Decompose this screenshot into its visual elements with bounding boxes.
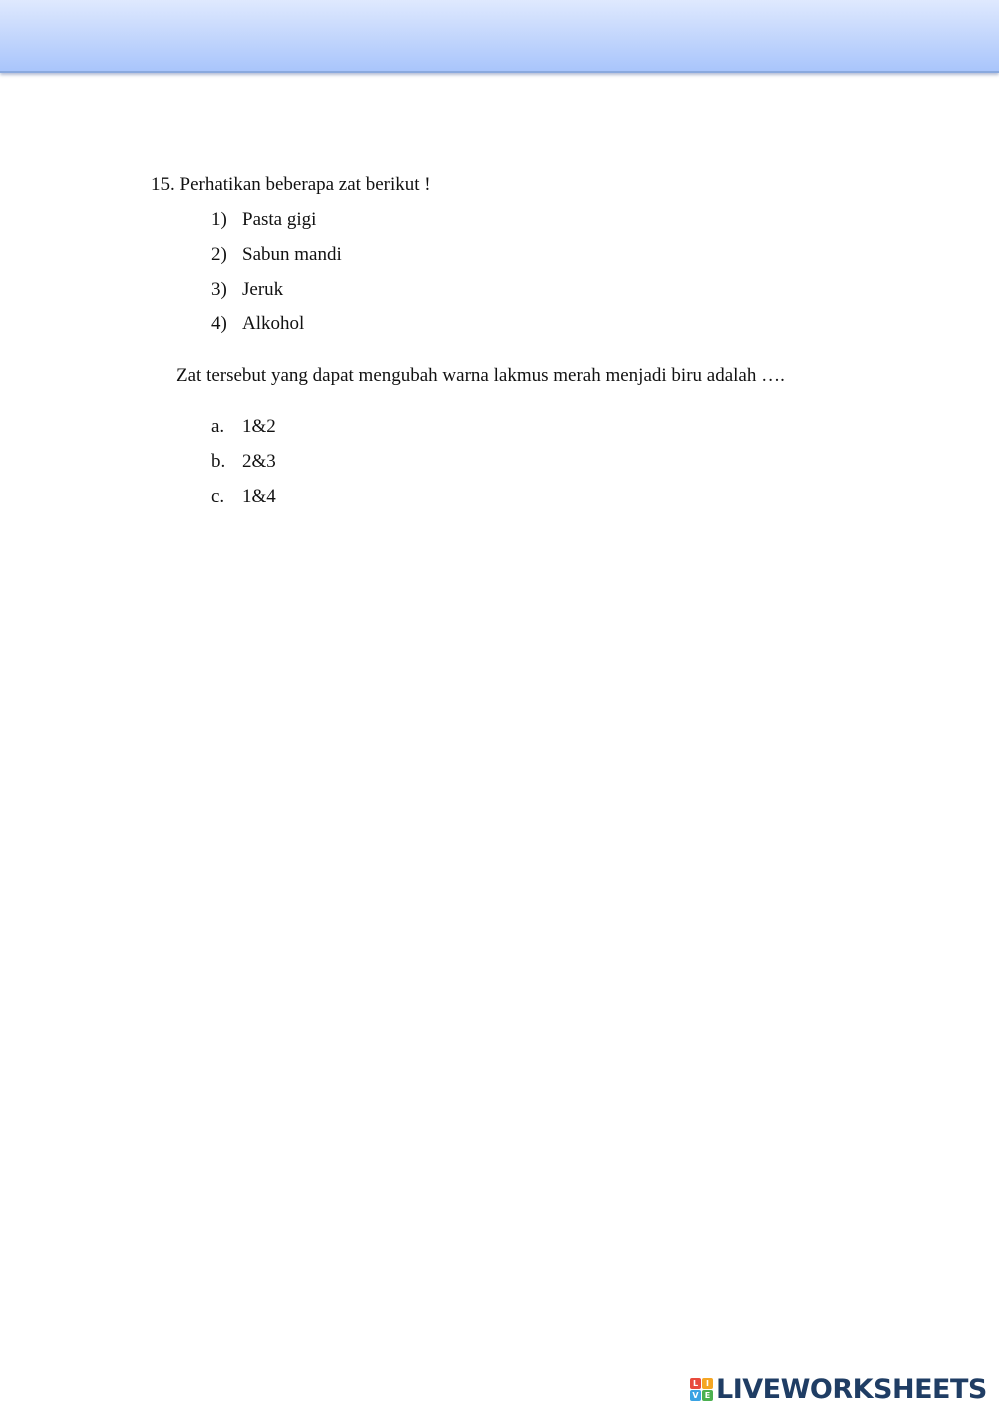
question-text: Perhatikan beberapa zat berikut ! <box>179 174 431 195</box>
statement-text: Jeruk <box>242 279 284 300</box>
answer-option-a[interactable] <box>211 414 276 440</box>
statement-item <box>211 242 342 268</box>
statement-number: 3) <box>211 279 227 300</box>
statement-text: Alkohol <box>242 313 305 334</box>
logo-tile: L <box>690 1378 701 1389</box>
liveworksheets-brand <box>690 1372 987 1406</box>
logo-tile: I <box>702 1378 713 1389</box>
question-heading <box>151 172 431 198</box>
header-band <box>0 0 999 73</box>
logo-tile: V <box>690 1390 701 1401</box>
option-letter: c. <box>211 486 225 507</box>
option-text: 2&3 <box>242 451 276 472</box>
option-text: 1&2 <box>242 416 276 437</box>
answer-option-b[interactable] <box>211 449 276 475</box>
liveworksheets-logo-icon <box>690 1378 713 1401</box>
question-prompt: Zat tersebut yang dapat mengubah warna lakmus merah menjadi biru adalah …. <box>176 365 785 386</box>
statement-number: 1) <box>211 209 227 230</box>
option-text: 1&4 <box>242 486 276 507</box>
statement-item <box>211 277 283 303</box>
statement-text: Pasta gigi <box>242 209 317 230</box>
statement-number: 4) <box>211 313 227 334</box>
question-number: 15. <box>151 174 175 195</box>
statement-number: 2) <box>211 244 227 265</box>
logo-tile: E <box>702 1390 713 1401</box>
statement-text: Sabun mandi <box>242 244 342 265</box>
answer-option-c[interactable] <box>211 484 276 510</box>
option-letter: a. <box>211 416 225 437</box>
brand-name: LIVEWORKSHEETS <box>716 1373 987 1405</box>
statement-item <box>211 207 316 233</box>
statement-item <box>211 311 304 337</box>
option-letter: b. <box>211 451 226 472</box>
